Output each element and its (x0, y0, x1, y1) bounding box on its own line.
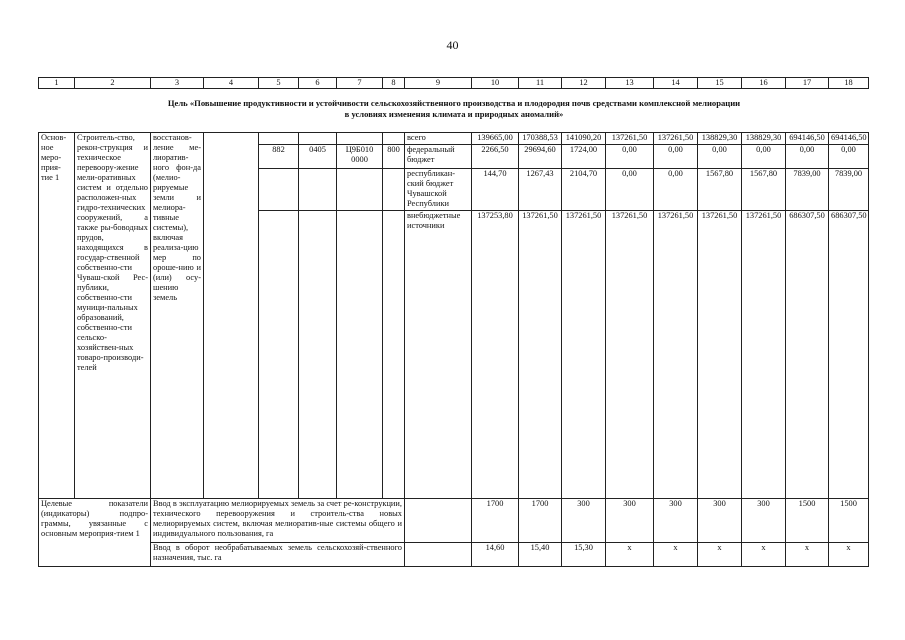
value-cell: 0,00 (606, 169, 654, 211)
column-number-row (39, 78, 869, 89)
goal-line-2: в условиях изменения климата и природных аномалий» (344, 109, 564, 119)
indicator-value: 15,40 (519, 543, 562, 567)
col-num: 1 (39, 78, 75, 89)
indicator-empty-cell (405, 543, 472, 567)
value-cell: 1267,43 (519, 169, 562, 211)
value-cell: 0,00 (698, 145, 742, 169)
main-activity-task: восстанов-ление ме-лиоратив-ного фон-да (мелио-рируемые земли и мелиора-тивные системы), включая реализа-цию мер по ороше-нию и (или) осу-шению земель (151, 133, 204, 499)
col-num: 18 (829, 78, 869, 89)
col-num: 17 (786, 78, 829, 89)
value-cell: 170388,53 (519, 133, 562, 145)
col-num: 5 (259, 78, 299, 89)
value-cell: 694146,50 (786, 133, 829, 145)
goal-title (40, 98, 868, 120)
value-cell: 0,00 (654, 169, 698, 211)
value-cell: 694146,50 (829, 133, 869, 145)
value-cell: 137261,50 (519, 211, 562, 499)
col-num: 6 (299, 78, 337, 89)
indicators-label: Целевые показатели (индикаторы) подпро-граммы, увязанные с основным мероприя-тием 1 (39, 499, 151, 567)
value-cell: 137261,50 (654, 133, 698, 145)
indicator-value: x (829, 543, 869, 567)
value-cell: 0,00 (606, 145, 654, 169)
indicator-value: 1700 (472, 499, 519, 543)
main-activity-name: Строитель-ство, рекон-струкция и техническое перевоору-жение мели-оративных систем и отдельно расположен-ных гидро-технических сооружений, а также ры-боводных прудов, находящихся в государ-ственной собственно-сти Чуваш-ской Рес-публики, собственно-сти муници-пальных образований, собственно-сти сельско-хозяйствен-ных товаро-производи-телей (75, 133, 151, 499)
indicator-row (39, 499, 869, 543)
indicator-value: 300 (698, 499, 742, 543)
rz-cell (299, 169, 337, 211)
csr-cell: Ц9Б010 0000 (337, 145, 383, 169)
value-cell: 0,00 (786, 145, 829, 169)
col-num: 16 (742, 78, 786, 89)
responsible-cell (204, 133, 259, 499)
indicator-name: Ввод в эксплуатацию мелиорируемых земель за счет ре-конструкции, технического перевооружения и строитель-ства новых мелиорируемых систем, включая мелиоратив-ные системы общего и индивидуального пользования, га (151, 499, 405, 543)
indicator-value: 14,60 (472, 543, 519, 567)
funding-source: федеральный бюджет (405, 145, 472, 169)
value-cell: 137261,50 (742, 211, 786, 499)
col-num: 4 (204, 78, 259, 89)
value-cell: 29694,60 (519, 145, 562, 169)
indicator-value: 300 (742, 499, 786, 543)
value-cell: 2266,50 (472, 145, 519, 169)
value-cell: 7839,00 (829, 169, 869, 211)
main-activity-status: Основ-ное меро-прия-тие 1 (39, 133, 75, 499)
col-num: 10 (472, 78, 519, 89)
table-row (39, 133, 869, 145)
value-cell: 686307,50 (786, 211, 829, 499)
col-num: 2 (75, 78, 151, 89)
indicator-value: 15,30 (562, 543, 606, 567)
goal-line-1: Цель «Повышение продуктивности и устойчивости сельскохозяйственного производства и плодородия почв средствами комплексной мелиорации (167, 98, 741, 108)
vr-cell (383, 169, 405, 211)
col-num: 9 (405, 78, 472, 89)
indicator-value: x (698, 543, 742, 567)
funding-source: всего (405, 133, 472, 145)
indicator-value: 1500 (786, 499, 829, 543)
vr-cell: 800 (383, 145, 405, 169)
value-cell: 137261,50 (606, 133, 654, 145)
indicator-value: x (742, 543, 786, 567)
value-cell: 0,00 (742, 145, 786, 169)
col-num: 11 (519, 78, 562, 89)
grbs-cell (259, 133, 299, 145)
vr-cell (383, 133, 405, 145)
vr-cell (383, 211, 405, 499)
col-num: 14 (654, 78, 698, 89)
value-cell: 138829,30 (698, 133, 742, 145)
value-cell: 138829,30 (742, 133, 786, 145)
col-num: 13 (606, 78, 654, 89)
grbs-cell (259, 211, 299, 499)
value-cell: 0,00 (829, 145, 869, 169)
col-num: 8 (383, 78, 405, 89)
rz-cell (299, 133, 337, 145)
indicator-value: x (786, 543, 829, 567)
indicator-value: 1500 (829, 499, 869, 543)
value-cell: 137261,50 (606, 211, 654, 499)
grbs-cell: 882 (259, 145, 299, 169)
indicator-value: 300 (654, 499, 698, 543)
indicator-name: Ввод в оборот необрабатываемых земель сельскохозяй-ственного назначения, тыс. га (151, 543, 405, 567)
rz-cell: 0405 (299, 145, 337, 169)
col-num: 3 (151, 78, 204, 89)
funding-source: республикан-ский бюджет Чувашской Республики (405, 169, 472, 211)
activity-table (38, 132, 869, 567)
value-cell: 144,70 (472, 169, 519, 211)
value-cell: 137253,80 (472, 211, 519, 499)
col-num: 7 (337, 78, 383, 89)
indicator-row (39, 543, 869, 567)
value-cell: 1567,80 (742, 169, 786, 211)
value-cell: 139665,00 (472, 133, 519, 145)
value-cell: 686307,50 (829, 211, 869, 499)
rz-cell (299, 211, 337, 499)
indicator-value: 300 (606, 499, 654, 543)
value-cell: 137261,50 (654, 211, 698, 499)
value-cell: 137261,50 (698, 211, 742, 499)
value-cell: 1567,80 (698, 169, 742, 211)
indicator-value: x (606, 543, 654, 567)
value-cell: 7839,00 (786, 169, 829, 211)
column-number-header (38, 77, 869, 89)
csr-cell (337, 133, 383, 145)
value-cell: 141090,20 (562, 133, 606, 145)
csr-cell (337, 169, 383, 211)
grbs-cell (259, 169, 299, 211)
col-num: 12 (562, 78, 606, 89)
csr-cell (337, 211, 383, 499)
page-number: 40 (446, 38, 459, 52)
value-cell: 137261,50 (562, 211, 606, 499)
value-cell: 1724,00 (562, 145, 606, 169)
funding-source: внебюджетные источники (405, 211, 472, 499)
indicator-empty-cell (405, 499, 472, 543)
col-num: 15 (698, 78, 742, 89)
value-cell: 0,00 (654, 145, 698, 169)
value-cell: 2104,70 (562, 169, 606, 211)
indicator-value: 300 (562, 499, 606, 543)
indicator-value: 1700 (519, 499, 562, 543)
indicator-value: x (654, 543, 698, 567)
